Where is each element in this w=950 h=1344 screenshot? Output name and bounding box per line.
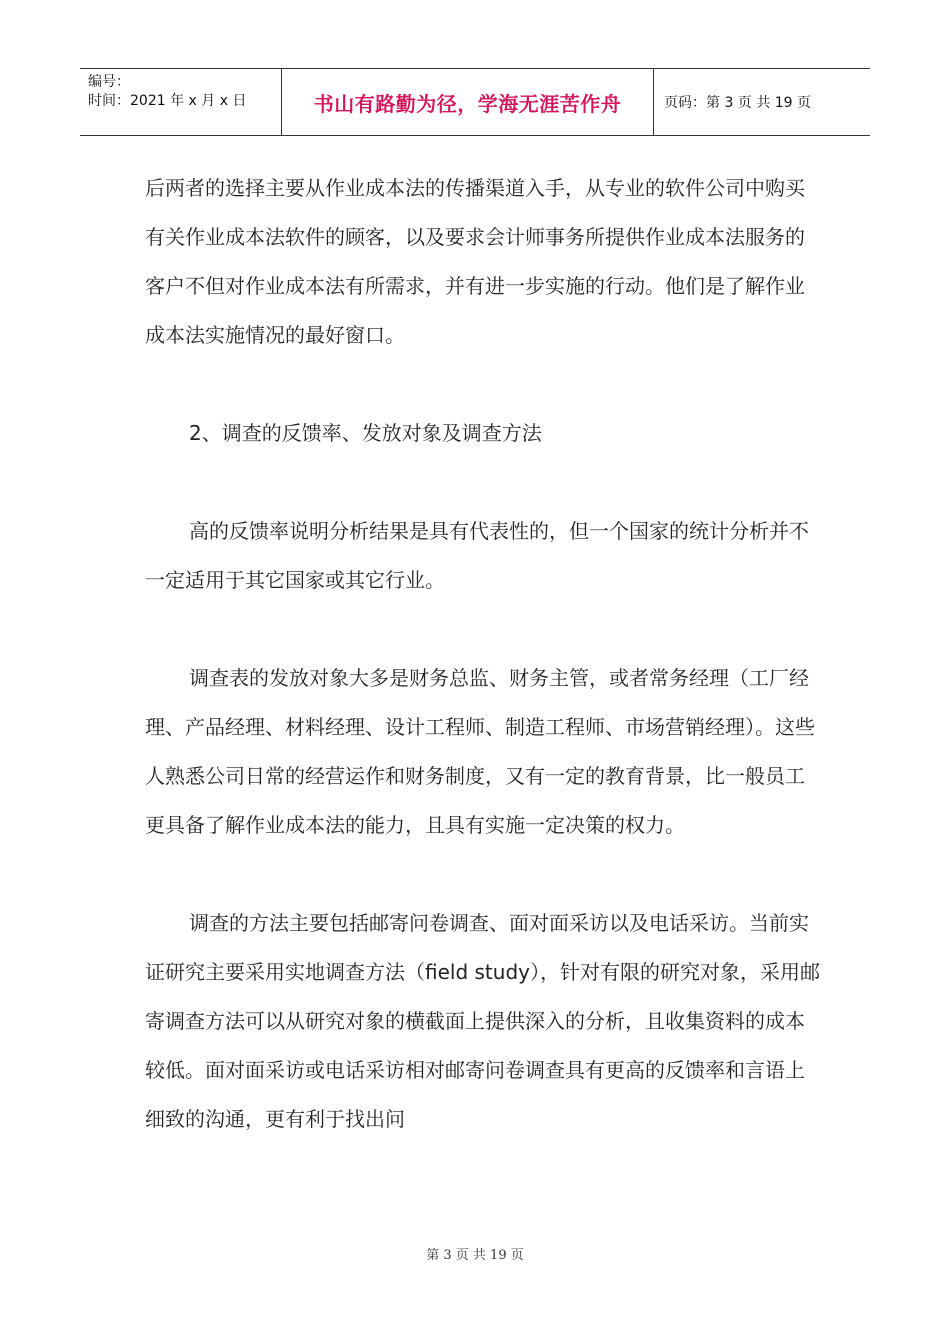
header-motto-cell bbox=[282, 69, 654, 135]
body-paragraph: 调查表的发放对象大多是财务总监、财务主管，或者常务经理（工厂经理、产品经理、材料经理、设计工程师、制造工程师、市场营销经理）。这些人熟悉公司日常的经营运作和财务制度，又有一定的教育背景，比一般员工更具备了解作业成本法的能力，且具有实施一定决策的权力。 bbox=[145, 666, 815, 837]
header-page-number: 页码：第 3 页 共 19 页 bbox=[664, 95, 811, 111]
body-paragraph: 调查的方法主要包括邮寄问卷调查、面对面采访以及电话采访。当前实证研究主要采用实地调查方法（field study），针对有限的研究对象，采用邮寄调查方法可以从研究对象的横截面上提供深入的分析，且收集资料的成本较低。面对面采访或电话采访相对邮寄问卷调查具有更高的反馈率和言语上细致的沟通，更有利于找出问 bbox=[145, 911, 820, 1131]
header-meta bbox=[80, 69, 282, 135]
document-number-label: 编号： bbox=[88, 74, 130, 90]
paragraph-spacer bbox=[145, 458, 820, 507]
document-body bbox=[145, 164, 820, 1144]
section-heading: 2、调查的反馈率、发放对象及调查方法 bbox=[189, 421, 542, 445]
document-date-label: 时间：2021 年 x 月 x 日 bbox=[88, 93, 247, 109]
paragraph-spacer bbox=[145, 605, 820, 654]
page-footer: 第 3 页 共 19 页 bbox=[426, 1248, 524, 1263]
header-motto: 书山有路勤为径，学海无涯苦作舟 bbox=[313, 91, 622, 116]
paragraph-spacer bbox=[145, 850, 820, 899]
body-paragraph: 高的反馈率说明分析结果是具有代表性的，但一个国家的统计分析并不一定适用于其它国家或其它行业。 bbox=[145, 519, 809, 592]
body-paragraph: 后两者的选择主要从作业成本法的传播渠道入手，从专业的软件公司中购买有关作业成本法软件的顾客，以及要求会计师事务所提供作业成本法服务的客户不但对作业成本法有所需求，并有进一步实施的行动。他们是了解作业成本法实施情况的最好窗口。 bbox=[145, 176, 805, 347]
paragraph-spacer bbox=[145, 360, 820, 409]
header-page-cell bbox=[654, 69, 870, 135]
page-header bbox=[80, 68, 870, 136]
